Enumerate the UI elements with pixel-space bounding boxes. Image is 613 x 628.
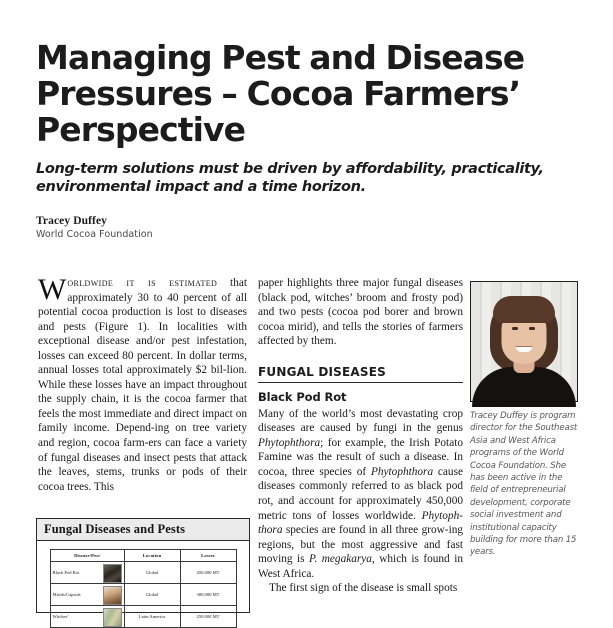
lead-paragraph xyxy=(38,273,247,494)
text-run: Many of the world’s most devastating crop diseases are caused by fungi in the genus xyxy=(258,407,463,435)
table-row xyxy=(50,584,236,606)
body-column-1 xyxy=(38,273,247,494)
byline-organization: World Cocoa Foundation xyxy=(36,229,153,240)
cell-pest xyxy=(50,606,124,628)
table-header-row xyxy=(50,550,236,562)
cell-pest-label: Witches’ xyxy=(52,614,69,619)
figure-table xyxy=(50,549,237,628)
genus-name: Phytoph-thora xyxy=(258,509,463,537)
portrait-eye-right xyxy=(529,327,535,330)
article-deck: Long-term solutions must be driven by affordability, practicality, environmental impact and a time horizon. xyxy=(36,160,544,196)
portrait-tracey-duffey xyxy=(470,281,578,402)
subheading-black-pod-rot: Black Pod Rot xyxy=(258,389,347,404)
column-header-losses: Losses xyxy=(180,550,236,562)
body-column-2 xyxy=(258,276,463,596)
portrait-collar-left xyxy=(497,379,513,401)
paragraph-first-sign: The first sign of the disease is small spots xyxy=(269,582,458,595)
figure-title: Fungal Diseases and Pests xyxy=(37,519,249,541)
genus-name: Phytophthora xyxy=(370,465,434,478)
text-run: ; for example, the Irish Potato Famine was the result of such a disease. In cocoa, three species of xyxy=(258,436,463,478)
column-header-location: Location xyxy=(124,550,180,562)
cell-losses: 250,000 MT xyxy=(180,606,236,628)
cell-location: Global xyxy=(124,562,180,584)
cell-location: Global xyxy=(124,584,180,606)
figure-box-fungal-diseases xyxy=(36,518,250,619)
lead-text: that approximately 30 to 40 percent of all potential cocoa production is lost to diseases and pests (Figure 1). In localities with exceptional disease and/or pest infestation, losses can exceed 80 percent. In dollar terms, annual losses total approximately $2 bil-lion. While these losses have an impact throughout the supply chain, it is the cocoa farmer that feels the most immediate and direct impact on family income. Depend-ing on tree variety and region, cocoa farm-ers can face a variety of fungal diseases and insect pests that attack the leaves, stems, trunks or pods of their cocoa trees. This xyxy=(38,277,247,493)
cell-pest xyxy=(50,584,124,606)
portrait-caption: Tracey Duffey is program director for the Southeast Asia and West Africa programs of the World Cocoa Foundation. She has been active in the field of entrepreneurial development, corporate social investment and institutional capacity building for more than 15 years. xyxy=(470,411,578,558)
section-heading-fungal-diseases: FUNGAL DISEASES xyxy=(258,365,463,383)
portrait-fringe xyxy=(493,296,555,323)
mirids-capsids-photo-icon xyxy=(103,586,122,605)
paragraph-black-pod-rot xyxy=(258,407,463,582)
portrait-collar-right xyxy=(535,379,551,401)
lead-smallcaps: orldwide it is estimated xyxy=(67,277,218,289)
table-row xyxy=(50,562,236,584)
portrait-eye-left xyxy=(512,327,518,330)
byline-author-name: Tracey Duffey xyxy=(36,215,108,227)
paragraph-continuation: paper highlights three major fungal diseases (black pod, witches’ broom and frosty pod) and two pests (cocoa pod borer and brown cocoa mirid), and tells the stories of farmers affected by them. xyxy=(258,277,463,348)
column-header-pest: Disease/Pest xyxy=(50,550,124,562)
text-run: , which is found in West Africa. xyxy=(258,553,463,580)
witches-broom-photo-icon xyxy=(103,608,122,627)
cell-pest xyxy=(50,562,124,584)
page-title: Managing Pest and Disease Pressures – Cocoa Farmers’ Perspective xyxy=(36,38,525,149)
text-run: species are found in all three grow-ing regions, but the most aggressive and fast moving is xyxy=(258,524,463,566)
cell-losses: 450,000 MT xyxy=(180,562,236,584)
cell-losses: 300,000 MT xyxy=(180,584,236,606)
drop-cap: W xyxy=(38,273,67,306)
table-row xyxy=(50,606,236,628)
masthead xyxy=(36,40,588,240)
genus-name: Phytophthora xyxy=(258,436,321,449)
cell-pest-label: Black Pod Rot xyxy=(52,570,80,575)
cell-location: Latin America xyxy=(124,606,180,628)
text-run: cause diseases commonly referred to as black pod rot, and account for approximately 450,000 metric tons of losses worldwide. xyxy=(258,465,463,522)
species-name: P. megakarya xyxy=(309,553,372,566)
black-pod-rot-photo-icon xyxy=(103,564,122,583)
cell-pest-label: Mirids/Capsids xyxy=(52,592,81,597)
